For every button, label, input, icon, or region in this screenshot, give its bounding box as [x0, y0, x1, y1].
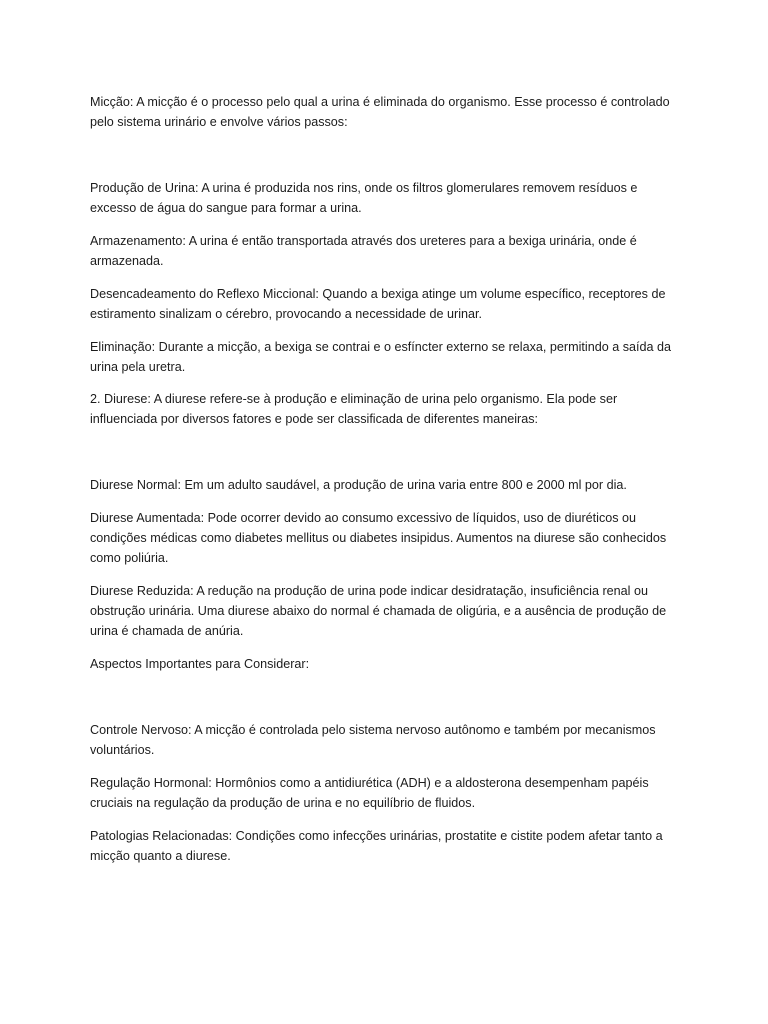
paragraph-eliminacao: Eliminação: Durante a micção, a bexiga se contrai e o esfíncter externo se relaxa, permitindo a saída da urina pela uretra. [90, 340, 672, 374]
paragraph-diurese-aumentada: Diurese Aumentada: Pode ocorrer devido ao consumo excessivo de líquidos, uso de diuréticos ou condições médicas como diabetes mellitus ou diabetes insipidus. Aumentos na diurese são conhecidos como poliúria. [90, 511, 667, 565]
paragraph-diurese-intro: 2. Diurese: A diurese refere-se à produção e eliminação de urina pelo organismo. Ela pode ser influenciada por diversos fatores e pode ser classificada de diferentes maneiras: [90, 392, 618, 426]
paragraph-diurese-normal: Diurese Normal: Em um adulto saudável, a produção de urina varia entre 800 e 2000 ml por dia. [90, 478, 627, 492]
paragraph-reflexo-miccional: Desencadeamento do Reflexo Miccional: Quando a bexiga atinge um volume específico, receptores de estiramento sinalizam o cérebro, provocando a necessidade de urinar. [90, 287, 666, 321]
paragraph-miccao-intro: Micção: A micção é o processo pelo qual a urina é eliminada do organismo. Esse processo é controlado pelo sistema urinário e envolve vários passos: [90, 95, 670, 129]
paragraph-aspectos-heading: Aspectos Importantes para Considerar: [90, 657, 310, 671]
paragraph-armazenamento: Armazenamento: A urina é então transportada através dos ureteres para a bexiga urinária, onde é armazenada. [90, 234, 637, 268]
paragraph-regulacao-hormonal: Regulação Hormonal: Hormônios como a antidiurética (ADH) e a aldosterona desempenham papéis cruciais na regulação da produção de urina e no equilíbrio de fluidos. [90, 776, 649, 810]
paragraph-producao-urina: Produção de Urina: A urina é produzida nos rins, onde os filtros glomerulares removem resíduos e excesso de água do sangue para formar a urina. [90, 181, 638, 215]
paragraph-diurese-reduzida: Diurese Reduzida: A redução na produção de urina pode indicar desidratação, insuficiência renal ou obstrução urinária. Uma diurese abaixo do normal é chamada de oligúria, e a ausência de produção de urina é chamada de anúria. [90, 584, 667, 638]
paragraph-patologias: Patologias Relacionadas: Condições como infecções urinárias, prostatite e cistite podem afetar tanto a micção quanto a diurese. [90, 829, 663, 863]
paragraph-controle-nervoso: Controle Nervoso: A micção é controlada pelo sistema nervoso autônomo e também por mecanismos voluntários. [90, 723, 656, 757]
